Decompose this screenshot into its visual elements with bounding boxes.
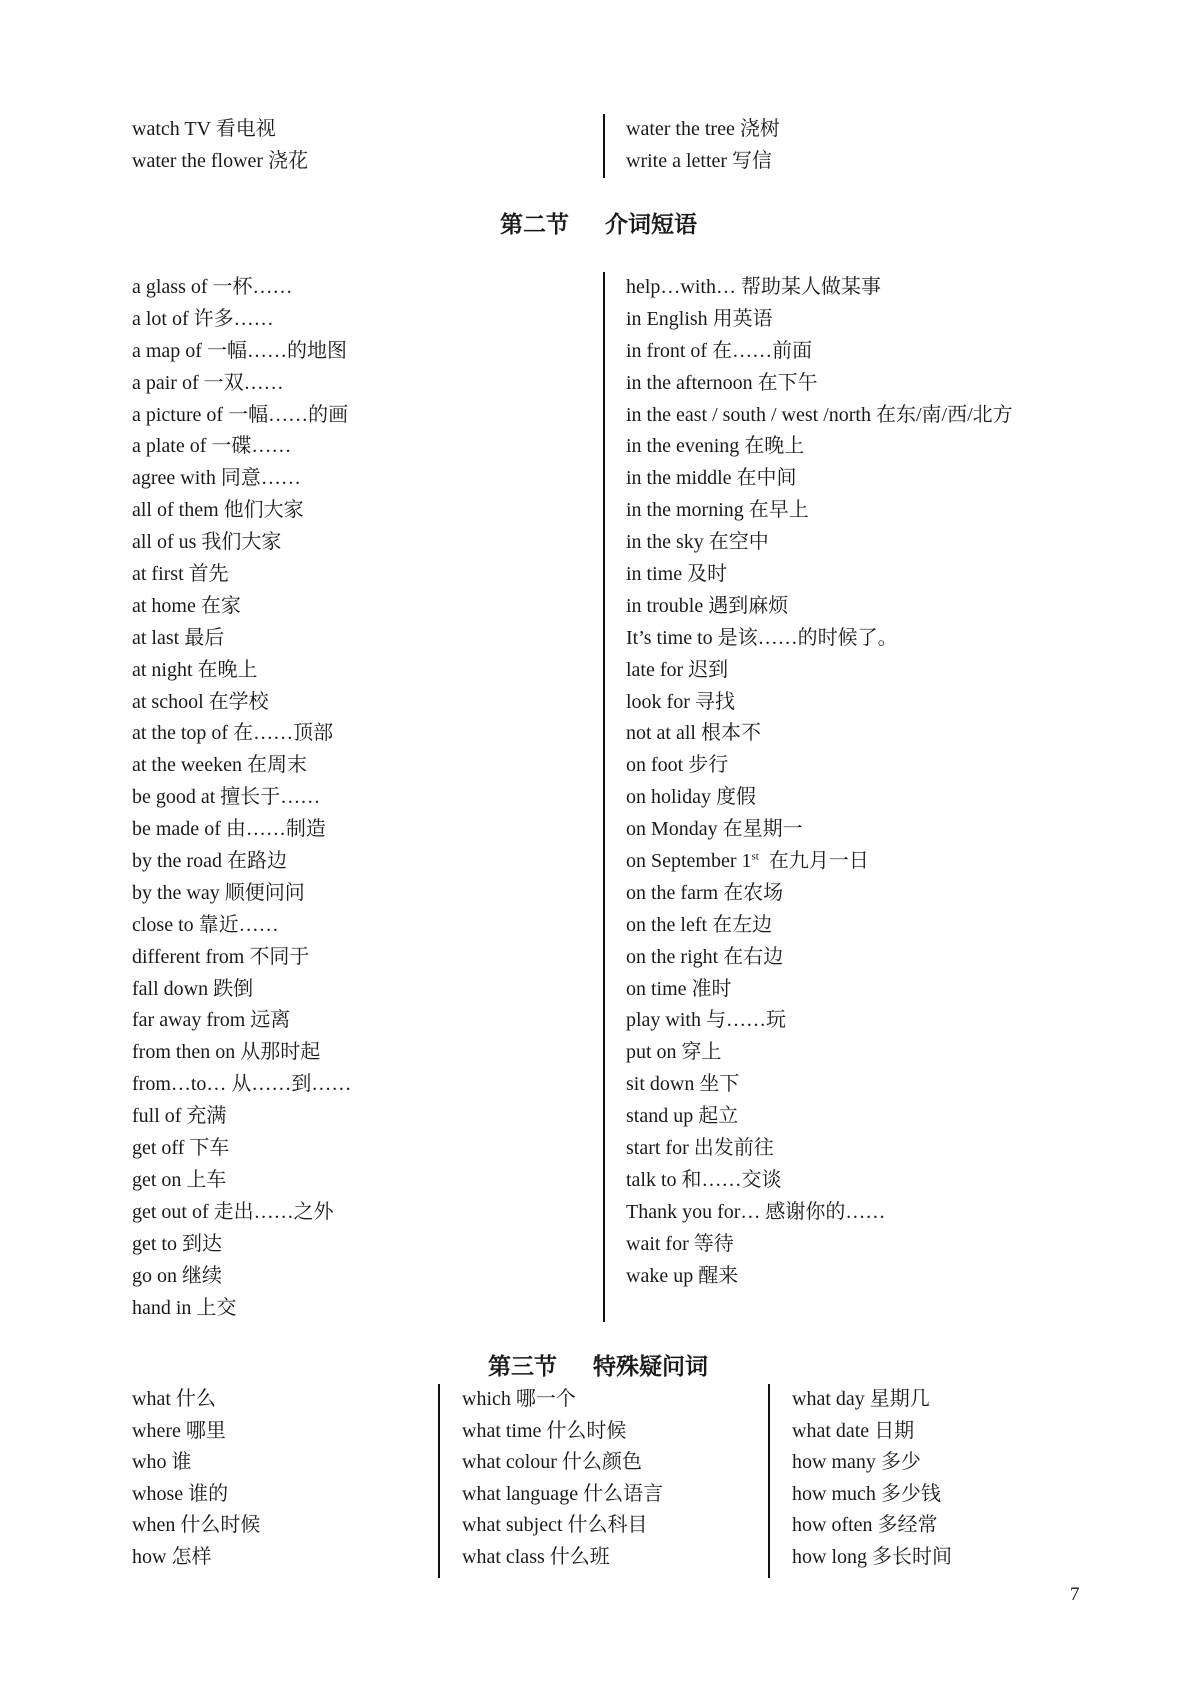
question-word-item: what date 日期 — [792, 1419, 915, 1442]
section-title: 特殊疑问词 — [593, 1354, 708, 1380]
prepositional-phrases-left — [132, 272, 351, 1324]
question-words-col1 — [132, 1384, 260, 1574]
phrase-item: sit down 坐下 — [626, 1073, 740, 1096]
top-right-column — [626, 114, 780, 178]
question-word-item: who 谁 — [132, 1451, 192, 1474]
phrase-item: on Monday 在星期一 — [626, 818, 803, 841]
phrase-item: start for 出发前往 — [626, 1137, 774, 1160]
phrase-item: all of them 他们大家 — [132, 499, 304, 522]
phrase-item: from then on 从那时起 — [132, 1041, 321, 1064]
phrase-item: in front of 在……前面 — [626, 339, 813, 362]
phrase-item: full of 充满 — [132, 1105, 227, 1128]
question-word-item: what day 星期几 — [792, 1388, 930, 1410]
phrase-item: close to 靠近…… — [132, 913, 279, 936]
phrase-item: far away from 远离 — [132, 1009, 291, 1032]
phrase-item: in English 用英语 — [626, 307, 773, 330]
phrase-item: write a letter 写信 — [626, 149, 773, 172]
phrase-item: a lot of 许多…… — [132, 307, 274, 330]
phrase-item: by the way 顺便问问 — [132, 881, 305, 904]
section-heading — [488, 1352, 708, 1382]
phrase-item: at school 在学校 — [132, 690, 269, 713]
question-word-item: what time 什么时候 — [462, 1419, 627, 1442]
phrase-item: help…with… 帮助某人做某事 — [626, 276, 881, 298]
section-number: 第二节 — [500, 212, 569, 238]
phrase-item-september — [626, 846, 1013, 878]
phrase-item: wake up 醒来 — [626, 1264, 739, 1287]
phrase-item: get to 到达 — [132, 1232, 222, 1255]
question-word-item: what subject 什么科目 — [462, 1514, 648, 1537]
phrase-item: talk to 和……交谈 — [626, 1168, 782, 1191]
section-title: 介词短语 — [605, 212, 697, 238]
phrase-item: in the sky 在空中 — [626, 531, 769, 554]
question-words-col3 — [792, 1384, 952, 1574]
phrase-item: a plate of 一碟…… — [132, 435, 292, 458]
question-word-item: whose 谁的 — [132, 1482, 229, 1505]
question-word-item: how many 多少 — [792, 1451, 921, 1474]
question-word-item: how much 多少钱 — [792, 1482, 941, 1505]
column-divider — [438, 1384, 440, 1578]
phrase-item: on time 准时 — [626, 977, 732, 1000]
phrase-item: on foot 步行 — [626, 754, 729, 777]
phrase-item: go on 继续 — [132, 1264, 222, 1287]
phrase-text: on September 1 — [626, 850, 752, 873]
phrase-item: on the farm 在农场 — [626, 881, 784, 904]
phrase-item: in the middle 在中间 — [626, 467, 797, 490]
phrase-item: not at all 根本不 — [626, 722, 761, 745]
phrase-item: be good at 擅长于…… — [132, 786, 321, 809]
phrase-item: look for 寻找 — [626, 690, 735, 713]
prepositional-phrases-right — [626, 272, 1013, 1293]
question-word-item: what 什么 — [132, 1388, 216, 1410]
section-heading — [500, 210, 697, 240]
phrase-item: stand up 起立 — [626, 1105, 739, 1128]
phrase-item: It’s time to 是该……的时候了。 — [626, 626, 898, 649]
question-word-item: what class 什么班 — [462, 1545, 610, 1568]
phrase-item: Thank you for… 感谢你的…… — [626, 1200, 886, 1223]
question-word-item: where 哪里 — [132, 1419, 226, 1442]
column-divider — [603, 114, 605, 178]
phrase-item: water the tree 浇树 — [626, 118, 780, 140]
column-divider — [768, 1384, 770, 1578]
phrase-item: from…to… 从……到…… — [132, 1073, 352, 1096]
phrase-item: in the evening 在晚上 — [626, 435, 805, 458]
page-number: 7 — [1070, 1584, 1080, 1605]
phrase-item: get off 下车 — [132, 1137, 230, 1160]
phrase-item: hand in 上交 — [132, 1296, 237, 1319]
phrase-item: watch TV 看电视 — [132, 118, 276, 140]
phrase-item: on the right 在右边 — [626, 945, 784, 968]
column-divider — [603, 272, 605, 1322]
phrase-item: by the road 在路边 — [132, 850, 287, 873]
phrase-item: water the flower 浇花 — [132, 149, 309, 172]
phrase-item: in the morning 在早上 — [626, 499, 809, 522]
phrase-item: on holiday 度假 — [626, 786, 756, 809]
question-word-item: how often 多经常 — [792, 1514, 938, 1537]
phrase-item: at home 在家 — [132, 594, 241, 617]
phrase-item: a picture of 一幅……的画 — [132, 403, 349, 426]
phrase-item: different from 不同于 — [132, 945, 310, 968]
phrase-item: in the east / south / west /north 在东/南/西/北方 — [626, 403, 1013, 426]
phrase-item: on the left 在左边 — [626, 913, 773, 936]
phrase-item: at the top of 在……顶部 — [132, 722, 334, 745]
phrase-item: a pair of 一双…… — [132, 371, 284, 394]
ordinal-suffix: st — [751, 850, 759, 863]
phrase-item: in the afternoon 在下午 — [626, 371, 818, 394]
phrase-item: agree with 同意…… — [132, 467, 301, 490]
phrase-item: in trouble 遇到麻烦 — [626, 594, 789, 617]
phrase-item: at last 最后 — [132, 626, 225, 649]
question-word-item: which 哪一个 — [462, 1388, 576, 1410]
phrase-item: at first 首先 — [132, 563, 229, 586]
question-word-item: what language 什么语言 — [462, 1482, 664, 1505]
phrase-item: play with 与……玩 — [626, 1009, 786, 1032]
phrase-item: wait for 等待 — [626, 1232, 734, 1255]
question-word-item: how 怎样 — [132, 1545, 212, 1568]
phrase-item: get on 上车 — [132, 1168, 227, 1191]
phrase-item: in time 及时 — [626, 563, 728, 586]
question-word-item: how long 多长时间 — [792, 1545, 952, 1568]
section-number: 第三节 — [488, 1354, 557, 1380]
phrase-item: at the weeken 在周末 — [132, 754, 307, 777]
phrase-item: at night 在晚上 — [132, 658, 258, 681]
top-left-column — [132, 114, 308, 178]
phrase-translation: 在九月一日 — [758, 850, 869, 873]
phrase-item: a map of 一幅……的地图 — [132, 339, 347, 362]
phrase-item: fall down 跌倒 — [132, 977, 254, 1000]
phrase-item: a glass of 一杯…… — [132, 276, 293, 298]
phrase-item: be made of 由……制造 — [132, 818, 326, 841]
phrase-item: late for 迟到 — [626, 658, 729, 681]
phrase-item: get out of 走出……之外 — [132, 1200, 334, 1223]
question-words-col2 — [462, 1384, 663, 1574]
phrase-item: put on 穿上 — [626, 1041, 722, 1064]
phrase-item: all of us 我们大家 — [132, 531, 282, 554]
question-word-item: when 什么时候 — [132, 1514, 261, 1537]
question-word-item: what colour 什么颜色 — [462, 1451, 642, 1474]
